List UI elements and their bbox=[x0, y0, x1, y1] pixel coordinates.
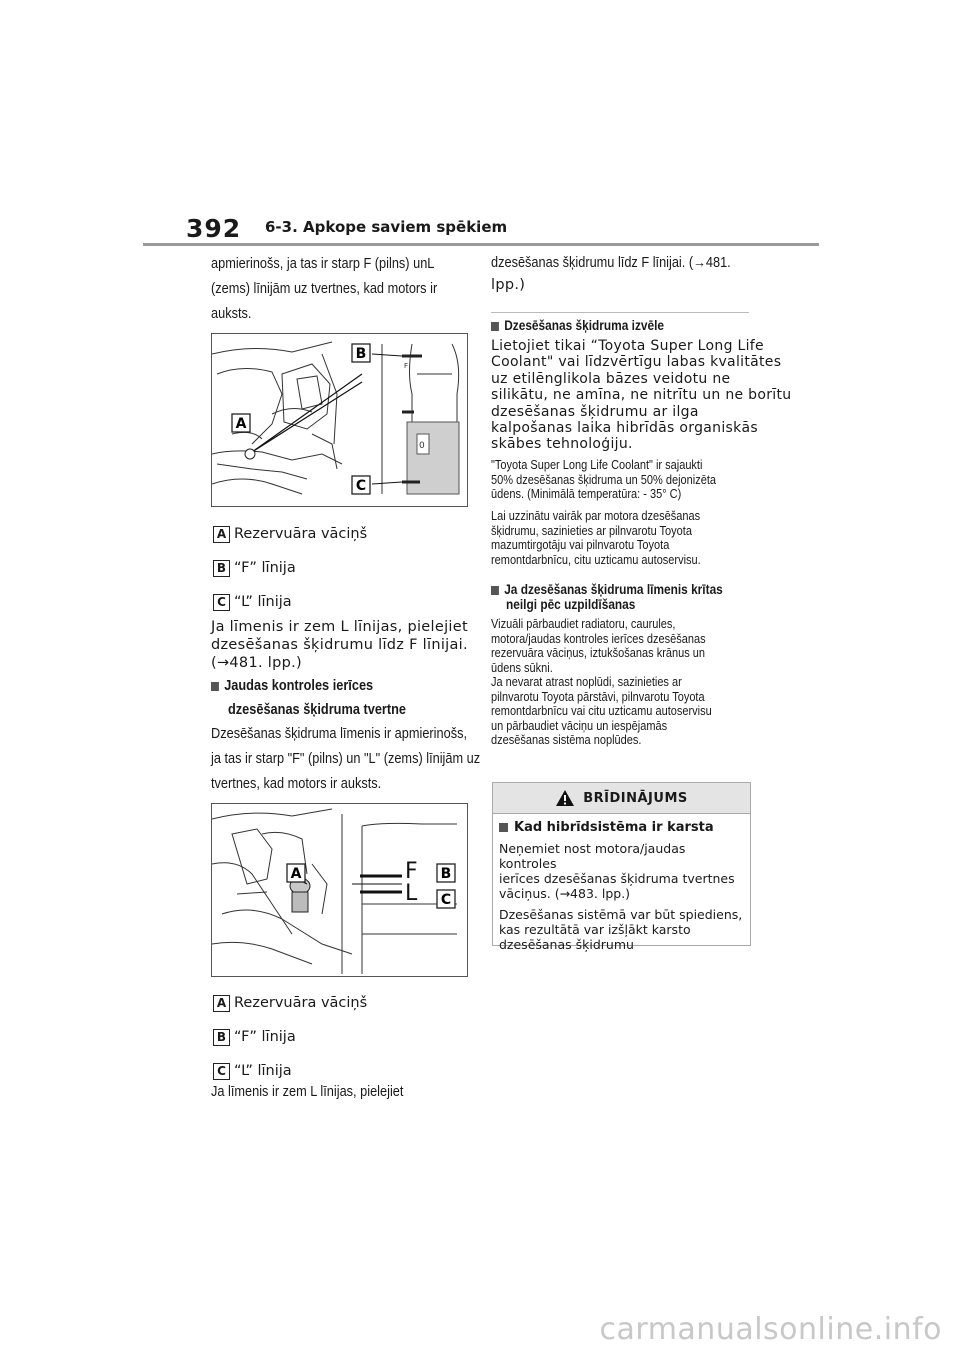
pcu-coolant-reservoir-illustration bbox=[211, 803, 468, 977]
intro-paragraph bbox=[211, 252, 468, 327]
para-line: silikātu, ne amīna, ne nitrītu un ne borītu bbox=[491, 387, 792, 404]
warning-subhead: Kad hibrīdsistēma ir karsta bbox=[499, 820, 744, 835]
bullet-square-icon bbox=[499, 823, 508, 832]
para-line: skābes tehnoloģiju. bbox=[491, 436, 633, 453]
intro-line: auksts. bbox=[211, 306, 252, 322]
pcu-reservoir-heading bbox=[211, 674, 430, 722]
section-divider bbox=[491, 312, 749, 313]
para-line: ūdens. (Minimālā temperatūra: - 35° C) bbox=[491, 487, 682, 501]
legend-item bbox=[213, 1020, 473, 1054]
legend-text: “F” līnija bbox=[234, 560, 296, 576]
callout-c: C bbox=[355, 478, 367, 494]
para-line: pilnvarotu Toyota pārstāvi, pilnvarotu Toyota bbox=[491, 689, 705, 704]
warning-box bbox=[492, 782, 751, 952]
legend-key: B bbox=[213, 560, 230, 577]
para-line: remontdarbnīcu vai citu uzticamu autoservisu bbox=[491, 704, 712, 718]
gauge-zero-mark: 0 bbox=[419, 441, 425, 451]
continued-text bbox=[491, 252, 763, 296]
pcu-reservoir-paragraph bbox=[211, 722, 517, 797]
legend-text: “L” līnija bbox=[234, 594, 292, 610]
para-line: Coolant" vai līdzvērtīgu labas kvalitātes bbox=[491, 354, 782, 371]
coolant-mix-note bbox=[491, 458, 747, 502]
warning-paragraph bbox=[499, 907, 744, 952]
para-line: mazumtirgotāju vai pilnvarotu Toyota bbox=[491, 538, 670, 552]
bullet-square-icon bbox=[491, 586, 499, 595]
para-line: šķidrumu, sazinieties ar pilnvarotu Toyota bbox=[491, 523, 692, 538]
legend-item bbox=[213, 517, 473, 551]
section-title: 6-3. Apkope saviem spēkiem bbox=[265, 218, 508, 236]
para-line: Vizuāli pārbaudiet radiatoru, caurules, bbox=[491, 617, 676, 631]
para-line: Ja nevarat atrast noplūdi, sazinieties ar bbox=[491, 675, 682, 689]
legend-key: C bbox=[213, 1063, 230, 1080]
para-line: motora/jaudas kontroles ierīces dzesēšanas bbox=[491, 631, 706, 646]
para-line: kalpošanas laika hibrīdās organiskās bbox=[491, 420, 758, 437]
callout-a: A bbox=[235, 416, 247, 432]
figure1-drawing bbox=[212, 334, 467, 506]
para-line: dzesēšanas šķidrumu ar ilga bbox=[491, 403, 699, 420]
coolant-selection-heading: Dzesēšanas šķidruma izvēle bbox=[491, 318, 664, 333]
legend-key: A bbox=[213, 995, 230, 1012]
para-line: "Toyota Super Long Life Coolant" ir sajaukti bbox=[491, 458, 703, 472]
callout-b: B bbox=[355, 346, 367, 362]
legend-text: “F” līnija bbox=[234, 1029, 296, 1045]
continued-paragraph: Ja līmenis ir zem L līnijas, pielejiet bbox=[211, 1084, 404, 1100]
legend-text: Rezervuāra vāciņš bbox=[234, 995, 368, 1011]
bullet-square-icon bbox=[491, 322, 499, 331]
para-line: remontdarbnīcu, citu uzticamu autoservisu. bbox=[491, 552, 701, 567]
intro-line: apmierinošs, ja tas ir starp F (pilns) unL bbox=[211, 256, 435, 272]
para-line: Lietojiet tikai “Toyota Super Long Life bbox=[491, 338, 764, 354]
para-line: dzesēšanas šķidrumu līdz F līnijai. bbox=[211, 637, 468, 653]
callout-a: A bbox=[290, 866, 302, 882]
legend-1 bbox=[213, 517, 473, 619]
para-line: uz etilēnglikola bāzes veidotu ne bbox=[491, 370, 731, 387]
para-line: Dzesēšanas sistēmā var būt spiediens, bbox=[499, 907, 743, 922]
level-drop-heading bbox=[491, 582, 754, 612]
coolant-info-note bbox=[491, 509, 729, 567]
para-line: 50% dzesēšanas šķidruma un 50% dejonizēta bbox=[491, 472, 717, 487]
legend-key: A bbox=[213, 526, 230, 543]
warning-triangle-icon bbox=[555, 789, 575, 807]
legend-item bbox=[213, 551, 473, 585]
para-line: kas rezultātā var izšļākt karsto bbox=[499, 922, 691, 937]
engine-coolant-reservoir-illustration bbox=[211, 333, 468, 507]
para-line: Neņemiet nost motora/jaudas kontroles bbox=[499, 841, 686, 871]
bullet-square-icon bbox=[211, 682, 219, 691]
warning-title: BRĪDINĀJUMS bbox=[583, 790, 688, 806]
para-line: Lai uzzinātu vairāk par motora dzesēšanas bbox=[491, 509, 701, 523]
para-line: dzesēšanas šķidrumu līdz F līnijai. (→481. bbox=[491, 255, 731, 271]
para-line: ūdens sūkni. bbox=[491, 660, 553, 675]
warning-paragraph bbox=[499, 841, 744, 901]
para-line: lpp.) bbox=[491, 277, 526, 293]
gauge-f-mark: F bbox=[404, 362, 409, 370]
warning-header bbox=[493, 783, 750, 814]
legend-item bbox=[213, 585, 473, 619]
para-line: ierīces dzesēšanas šķidruma tvertnes bbox=[499, 871, 735, 886]
heading-line: neilgi pēc uzpildīšanas bbox=[506, 597, 636, 612]
para-line: un pārbaudiet vāciņu un iespējamās bbox=[491, 718, 668, 733]
legend-text: Rezervuāra vāciņš bbox=[234, 526, 368, 542]
para-line: rezervuāra vāciņus, iztukšošanas krānus un bbox=[491, 646, 706, 660]
watermark: carmanualsonline.info bbox=[599, 1312, 942, 1347]
para-line: dzesēšanas sistēma noplūdes. bbox=[491, 733, 642, 747]
intro-line: (zems) līnijām uz tvertnes, kad motors ir bbox=[211, 281, 438, 297]
para-line: Ja līmenis ir zem L līnijas, pielejiet bbox=[211, 619, 468, 635]
heading-line: Ja dzesēšanas šķidruma līmenis krītas bbox=[504, 582, 723, 597]
heading-line: dzesēšanas šķidruma tvertne bbox=[228, 702, 407, 718]
para-line: vāciņus. (→483. lpp.) bbox=[499, 886, 631, 901]
callout-b: B bbox=[440, 866, 452, 882]
figure2-drawing bbox=[212, 804, 467, 976]
para-line: (→481. lpp.) bbox=[211, 655, 303, 671]
page-number: 392 bbox=[186, 214, 242, 243]
level-drop-paragraph bbox=[491, 617, 742, 748]
legend-2 bbox=[213, 986, 473, 1088]
l-line-mark: L bbox=[405, 881, 418, 906]
legend-key: C bbox=[213, 594, 230, 611]
refill-paragraph bbox=[211, 618, 468, 672]
heading-line: Jaudas kontroles ierīces bbox=[224, 678, 374, 694]
para-line: Dzesēšanas šķidruma līmenis ir apmierinošs, bbox=[211, 726, 467, 742]
legend-text: “L” līnija bbox=[234, 1063, 292, 1079]
para-line: ja tas ir starp "F" (pilns) un "L" (zems) līnijām uz bbox=[211, 751, 481, 767]
para-line: dzesēšanas šķidrumu bbox=[499, 937, 634, 952]
callout-c: C bbox=[440, 892, 452, 908]
legend-key: B bbox=[213, 1029, 230, 1046]
header-rule bbox=[143, 243, 819, 246]
coolant-selection-paragraph bbox=[491, 338, 791, 453]
para-line: tvertnes, kad motors ir auksts. bbox=[211, 776, 382, 792]
legend-item bbox=[213, 986, 473, 1020]
f-line-mark: F bbox=[405, 859, 418, 884]
